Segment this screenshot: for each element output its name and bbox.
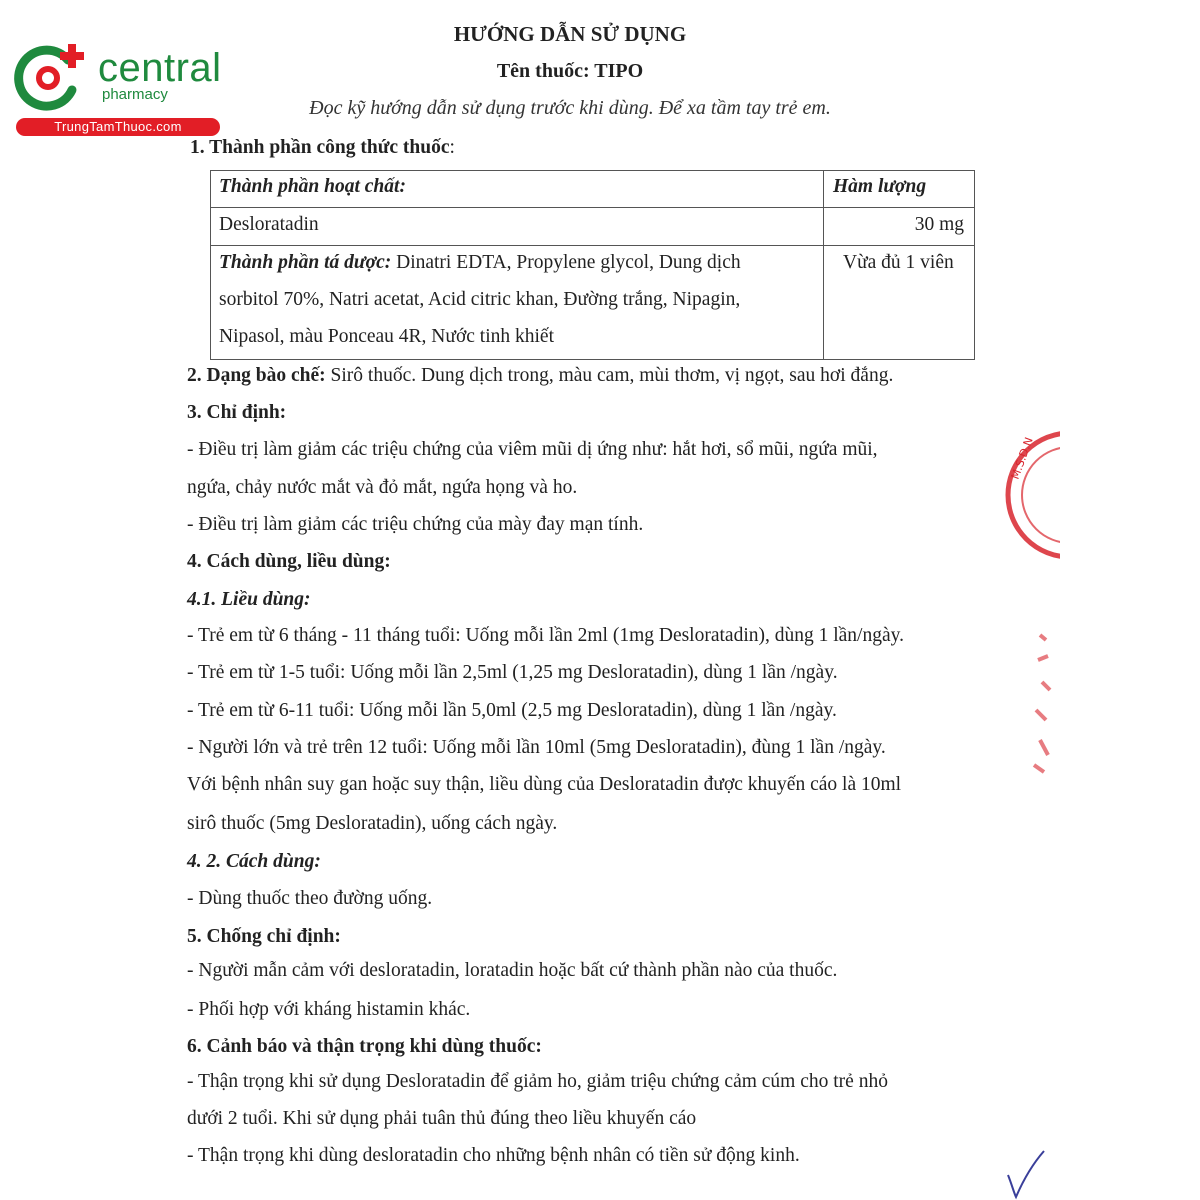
dosage-line-1: - Trẻ em từ 6 tháng - 11 tháng tuổi: Uống mỗi lần 2ml (1mg Desloratadin), dùng 1 lần/ngày.: [187, 625, 904, 646]
contraindication-line-2: - Phối hợp với kháng histamin khác.: [187, 999, 471, 1020]
active-ingredient-name: Desloratadin: [219, 214, 319, 235]
warning-line-2: dưới 2 tuổi. Khi sử dụng phải tuân thủ đúng theo liều khuyến cáo: [187, 1108, 697, 1129]
section-3-heading: 3. Chỉ định:: [187, 402, 287, 423]
usage-line-1: - Dùng thuốc theo đường uống.: [187, 888, 433, 909]
red-stamp: [1000, 420, 1060, 780]
excipient-line-3: Nipasol, màu Ponceau 4R, Nước tinh khiết: [219, 326, 554, 347]
drug-name: Tên thuốc: TIPO: [496, 60, 644, 82]
pharmacy-logo: [10, 38, 222, 138]
section-4-heading: 4. Cách dùng, liều dùng:: [187, 551, 391, 572]
section-6-heading: 6. Cảnh báo và thận trọng khi dùng thuốc:: [187, 1036, 542, 1057]
dosage-line-4: - Người lớn và trẻ trên 12 tuổi: Uống mỗi lần 10ml (5mg Desloratadin), đùng 1 lần /ngày.: [187, 737, 886, 758]
excipient-label: Thành phần tá dược:: [219, 252, 392, 273]
warning-line-3: - Thận trọng khi dùng desloratadin cho những bệnh nhân có tiền sử động kinh.: [187, 1145, 800, 1166]
stamp-text: M.S.D.N: [1008, 435, 1036, 482]
section-1-colon: :: [449, 137, 455, 158]
section-2-text: Sirô thuốc. Dung dịch trong, màu cam, mùi thơm, vị ngọt, sau hơi đắng.: [325, 365, 894, 386]
section-5-heading: 5. Chống chỉ định:: [187, 926, 341, 947]
stamp-icon: [1000, 420, 1060, 780]
table-row-divider: [211, 207, 974, 208]
indication-line-3: - Điều trị làm giảm các triệu chứng của mày đay mạn tính.: [187, 514, 644, 535]
dosage-line-5: Với bệnh nhân suy gan hoặc suy thận, liều dùng của Desloratadin được khuyến cáo là 10ml: [187, 774, 902, 795]
excipient-line-2: sorbitol 70%, Natri acetat, Acid citric khan, Đường trắng, Nipagin,: [219, 289, 741, 310]
table-column-divider: [823, 171, 824, 359]
table-header-ingredient: Thành phần hoạt chất:: [219, 176, 406, 197]
excipient-amount: Vừa đủ 1 viên: [843, 252, 954, 273]
document-title: HƯỚNG DẪN SỬ DỤNG: [453, 22, 687, 46]
dosage-line-2: - Trẻ em từ 1-5 tuổi: Uống mỗi lần 2,5ml (1,25 mg Desloratadin), dùng 1 lần /ngày.: [187, 662, 838, 683]
usage-subheading: 4. 2. Cách dùng:: [187, 851, 321, 872]
section-2-heading: 2. Dạng bào chế:: [187, 365, 326, 386]
logo-name: central: [98, 46, 222, 90]
table-header-amount: Hàm lượng: [833, 176, 927, 197]
contraindication-line-1: - Người mẫn cảm với desloratadin, loratadin hoặc bất cứ thành phần nào của thuốc.: [187, 960, 838, 981]
logo-subtitle: pharmacy: [102, 86, 168, 103]
caution-note: Đọc kỹ hướng dẫn sử dụng trước khi dùng. Để xa tầm tay trẻ em.: [309, 97, 831, 119]
ingredients-table: [210, 170, 975, 360]
section-1-heading: [190, 136, 455, 160]
indication-line-1: - Điều trị làm giảm các triệu chứng của viêm mũi dị ứng như: hắt hơi, sổ mũi, ngứa mũi,: [187, 439, 878, 460]
excipient-list-1: Dinatri EDTA, Propylene glycol, Dung dịch: [396, 252, 741, 273]
warning-line-1: - Thận trọng khi sử dụng Desloratadin để giảm ho, giảm triệu chứng cảm cúm cho trẻ nhỏ: [187, 1071, 888, 1092]
dosage-line-3: - Trẻ em từ 6-11 tuổi: Uống mỗi lần 5,0ml (2,5 mg Desloratadin), dùng 1 lần /ngày.: [187, 700, 837, 721]
signature-mark-icon: [1000, 1145, 1050, 1200]
logo-website: TrungTamThuoc.com: [16, 118, 220, 136]
dosage-subheading: 4.1. Liều dùng:: [187, 589, 311, 610]
indication-line-2: ngứa, chảy nước mắt và đỏ mắt, ngứa họng và ho.: [187, 477, 578, 498]
section-1-title: 1. Thành phần công thức thuốc: [190, 137, 450, 158]
excipient-line-1: [219, 251, 741, 275]
table-row-divider: [211, 245, 974, 246]
active-ingredient-amount: 30 mg: [914, 214, 964, 235]
section-2-line: [187, 364, 893, 388]
dosage-line-6: sirô thuốc (5mg Desloratadin), uống cách ngày.: [187, 813, 558, 834]
